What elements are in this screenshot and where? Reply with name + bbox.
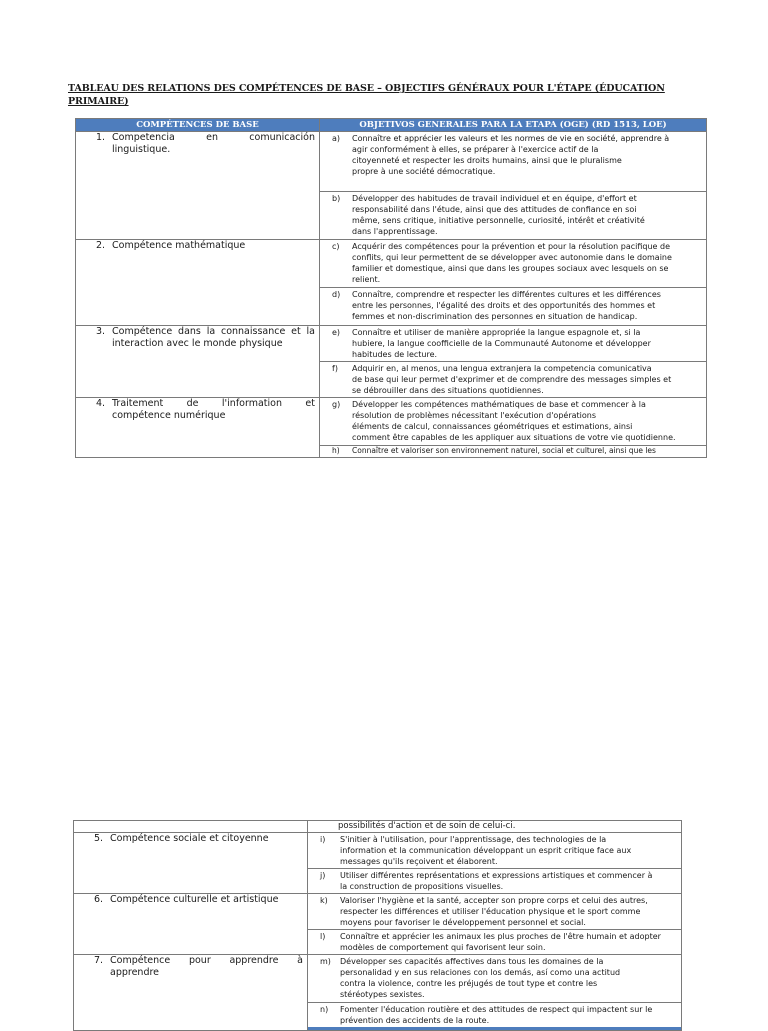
competence-label: Compétence mathématique bbox=[112, 240, 246, 251]
table-header-row bbox=[76, 119, 707, 132]
competence-label: Compétence dans la connaissance et la interaction avec le monde physique bbox=[112, 326, 315, 349]
competence-label: Compétence culturelle et artistique bbox=[110, 894, 279, 905]
table-row bbox=[74, 894, 682, 930]
relations-table-page-2 bbox=[73, 820, 682, 1031]
table-row bbox=[74, 955, 682, 1003]
relations-table-page-1 bbox=[75, 118, 707, 458]
table-bottom-bar bbox=[308, 1027, 681, 1030]
table-row bbox=[74, 821, 682, 833]
objectif-cell-n: n) Fomenter l'éducation routière et des attitudes de respect qui impactent sur le prévention des accidents de la route. bbox=[308, 1003, 682, 1031]
competence-label: Compétence sociale et citoyenne bbox=[110, 833, 269, 844]
objectif-cell-c: c) Acquérir des compétences pour la prévention et pour la résolution pacifique de conflits, qui leur permettent de se développer avec autonomie dans le domaine familier et domestique, ainsi que dans les groupes sociaux avec lesquels on se relient. bbox=[320, 240, 707, 288]
header-objectifs: OBJETIVOS GENERALES PARA LA ETAPA (OGE) (RD 1513, LOE) bbox=[320, 119, 707, 132]
competence-cell-2: 2. Compétence mathématique bbox=[76, 240, 320, 326]
competence-label: Traitement de l'information et compétence numérique bbox=[112, 398, 315, 421]
objectif-cell-f: f) Adquirir en, al menos, una lengua extranjera la competencia comunicativa de base qui leur permet d'exprimer et de comprendre des messages simples et se débrouiller dans des situations quotidiennes. bbox=[320, 362, 707, 398]
competence-cell-4: 4. Traitement de l'information et compétence numérique bbox=[76, 398, 320, 458]
objectif-cell-j: j) Utiliser différentes représentations et expressions artistiques et commencer à la construction de propositions visuelles. bbox=[308, 869, 682, 894]
competence-cell-5: 5. Compétence sociale et citoyenne bbox=[74, 833, 308, 894]
objectif-cell-l: l) Connaître et apprécier les animaux les plus proches de l'être humain et adopter modèles de comportement qui favorisent leur soin. bbox=[308, 930, 682, 955]
table-row bbox=[74, 833, 682, 869]
table-row bbox=[76, 326, 707, 362]
objectif-cell-i: i) S'initier à l'utilisation, pour l'apprentissage, des technologies de la information et la communication développant un esprit critique face aux messages qu'ils reçoivent et élaborent. bbox=[308, 833, 682, 869]
objectif-cell-k: k) Valoriser l'hygiène et la santé, accepter son propre corps et celui des autres, respecter les différences et utiliser l'éducation physique et le sport comme moyens pour favoriser le développement personnel et social. bbox=[308, 894, 682, 930]
empty-competence-cell bbox=[74, 821, 308, 833]
competence-cell-6: 6. Compétence culturelle et artistique bbox=[74, 894, 308, 955]
objectif-cell-g: g) Développer les compétences mathématiques de base et commencer à la résolution de problèmes nécessitant l'exécution d'opérations éléments de calcul, connaissances géométriques et estimations, ainsi comment être capables de les appliquer aux situations de votre vie quotidienne. bbox=[320, 398, 707, 446]
objectif-continuation-cell bbox=[308, 821, 682, 833]
competence-label: Competencia en comunicación linguistique. bbox=[112, 132, 315, 155]
document-title: TABLEAU DES RELATIONS DES COMPÉTENCES DE BASE – OBJECTIFS GÉNÉRAUX POUR L'ÉTAPE (ÉDUCATION PRIMAIRE) bbox=[68, 83, 665, 107]
competence-cell-1: 1. Competencia en comunicación linguistique. bbox=[76, 132, 320, 240]
table-row bbox=[76, 132, 707, 192]
objectif-cell-h: h) Connaître et valoriser son environnement naturel, social et culturel, ainsi que les bbox=[320, 446, 707, 458]
table-row bbox=[76, 398, 707, 446]
competence-label: Compétence pour apprendre à apprendre bbox=[110, 955, 303, 978]
objectif-cell-a: a) Connaître et apprécier les valeurs et les normes de vie en société, apprendre à agir conformément à elles, se préparer à l'exercice actif de la citoyenneté et respecter les droits humains, ainsi que le pluralisme propre à une société démocratique. bbox=[320, 132, 707, 192]
objectif-cell-m: m) Développer ses capacités affectives dans tous les domaines de la personalidad y en sus relaciones con los demás, así como una actitud contra la violence, contre les préjugés de tout type et contre les stéréotypes sexistes. bbox=[308, 955, 682, 1003]
objectif-h-continuation: possibilités d'action et de soin de celui-ci. bbox=[338, 821, 516, 831]
table-row bbox=[76, 240, 707, 288]
objectif-cell-e: e) Connaître et utiliser de manière appropriée la langue espagnole et, si la hubiere, la langue coofficielle de la Communauté Autonome et développer habitudes de lecture. bbox=[320, 326, 707, 362]
objectif-cell-b: b) Développer des habitudes de travail individuel et en équipe, d'effort et responsabilité dans l'étude, ainsi que des attitudes de confiance en soi même, sens critique, initiative personnelle, curiosité, intérêt et créativité dans l'apprentissage. bbox=[320, 192, 707, 240]
competence-cell-3: 3. Compétence dans la connaissance et la interaction avec le monde physique bbox=[76, 326, 320, 398]
competence-cell-7: 7. Compétence pour apprendre à apprendre bbox=[74, 955, 308, 1031]
header-competences: COMPÉTENCES DE BASE bbox=[76, 119, 320, 132]
objectif-cell-d: d) Connaître, comprendre et respecter les différentes cultures et les différences entre les personnes, l'égalité des droits et des opportunités des hommes et femmes et non-discrimination des personnes en situation de handicap. bbox=[320, 288, 707, 326]
